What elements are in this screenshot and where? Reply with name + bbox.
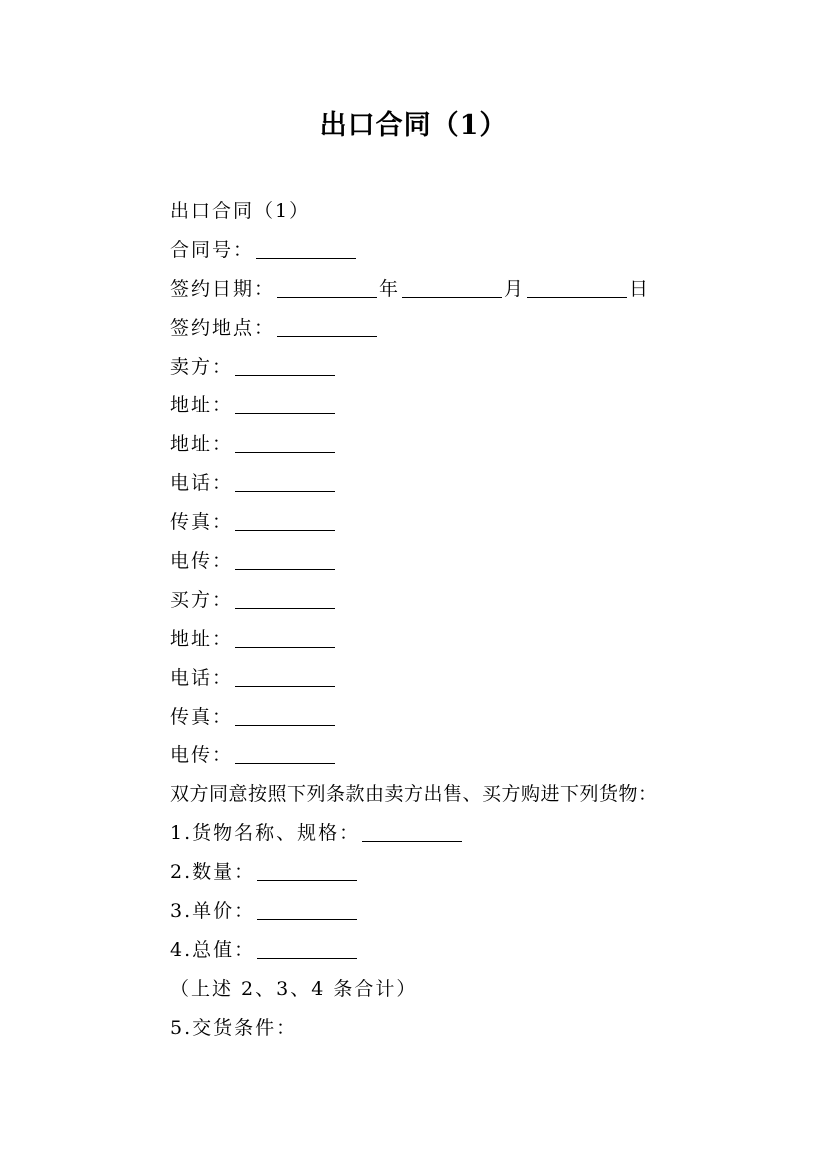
buyer-label: 买方： [170, 588, 234, 611]
seller-address-label: 地址： [170, 394, 234, 417]
agreement-text: 双方同意按照下列条款由卖方出售、买方购进下列货物： [170, 783, 658, 806]
seller-address-2-blank [235, 432, 335, 453]
month-label: 月 [504, 277, 526, 300]
buyer-telex-line [170, 740, 770, 779]
seller-phone-line [170, 468, 770, 507]
subtitle-text: 出口合同（1） [170, 200, 311, 222]
quantity-blank [257, 860, 357, 881]
seller-address-blank [235, 393, 335, 414]
total-note-line [170, 974, 770, 1013]
day-label: 日 [629, 277, 651, 300]
seller-address-line [170, 390, 770, 429]
buyer-phone-label: 电话： [170, 666, 234, 689]
buyer-fax-blank [235, 705, 335, 726]
unit-price-label: 3.单价： [170, 900, 256, 923]
month-blank [402, 277, 502, 298]
buyer-address-line [170, 624, 770, 663]
seller-fax-line [170, 507, 770, 546]
goods-name-line [170, 818, 770, 857]
document-title: 出口合同（1） [319, 110, 508, 141]
signing-place-line [170, 313, 770, 352]
buyer-blank [235, 588, 335, 609]
seller-phone-blank [235, 471, 335, 492]
unit-price-line [170, 896, 770, 935]
year-label: 年 [379, 277, 401, 300]
buyer-phone-blank [235, 666, 335, 687]
year-blank [277, 277, 377, 298]
seller-line [170, 352, 770, 391]
contract-number-line [170, 235, 770, 274]
signing-place-label: 签约地点： [170, 316, 276, 339]
buyer-telex-label: 电传： [170, 744, 234, 767]
buyer-fax-line [170, 702, 770, 741]
goods-name-label: 1.货物名称、规格： [170, 822, 361, 845]
seller-blank [235, 355, 335, 376]
seller-telex-blank [235, 549, 335, 570]
seller-label: 卖方： [170, 355, 234, 378]
seller-telex-line [170, 546, 770, 585]
goods-name-blank [362, 821, 462, 842]
agreement-line [170, 779, 770, 818]
seller-telex-label: 电传： [170, 550, 234, 573]
seller-address-2-label: 地址： [170, 433, 234, 456]
contract-number-blank [256, 238, 356, 259]
unit-price-blank [257, 899, 357, 920]
buyer-line [170, 585, 770, 624]
seller-phone-label: 电话： [170, 472, 234, 495]
signing-date-line [170, 274, 770, 313]
total-note-text: （上述 2、3、4 条合计） [170, 977, 418, 1000]
delivery-terms-line [170, 1013, 770, 1052]
seller-address-2-line [170, 429, 770, 468]
signing-date-label: 签约日期： [170, 277, 276, 300]
buyer-telex-blank [235, 743, 335, 764]
signing-place-blank [277, 316, 377, 337]
seller-fax-label: 传真： [170, 511, 234, 534]
buyer-fax-label: 传真： [170, 705, 234, 728]
contract-number-label: 合同号： [170, 238, 255, 261]
total-value-label: 4.总值： [170, 938, 256, 961]
subtitle-line [170, 196, 770, 235]
quantity-label: 2.数量： [170, 861, 256, 884]
contract-body [170, 196, 770, 1052]
quantity-line [170, 857, 770, 896]
delivery-terms-label: 5.交货条件： [170, 1016, 298, 1039]
seller-fax-blank [235, 510, 335, 531]
total-value-line [170, 935, 770, 974]
buyer-address-label: 地址： [170, 627, 234, 650]
day-blank [527, 277, 627, 298]
total-value-blank [257, 938, 357, 959]
buyer-phone-line [170, 663, 770, 702]
buyer-address-blank [235, 627, 335, 648]
